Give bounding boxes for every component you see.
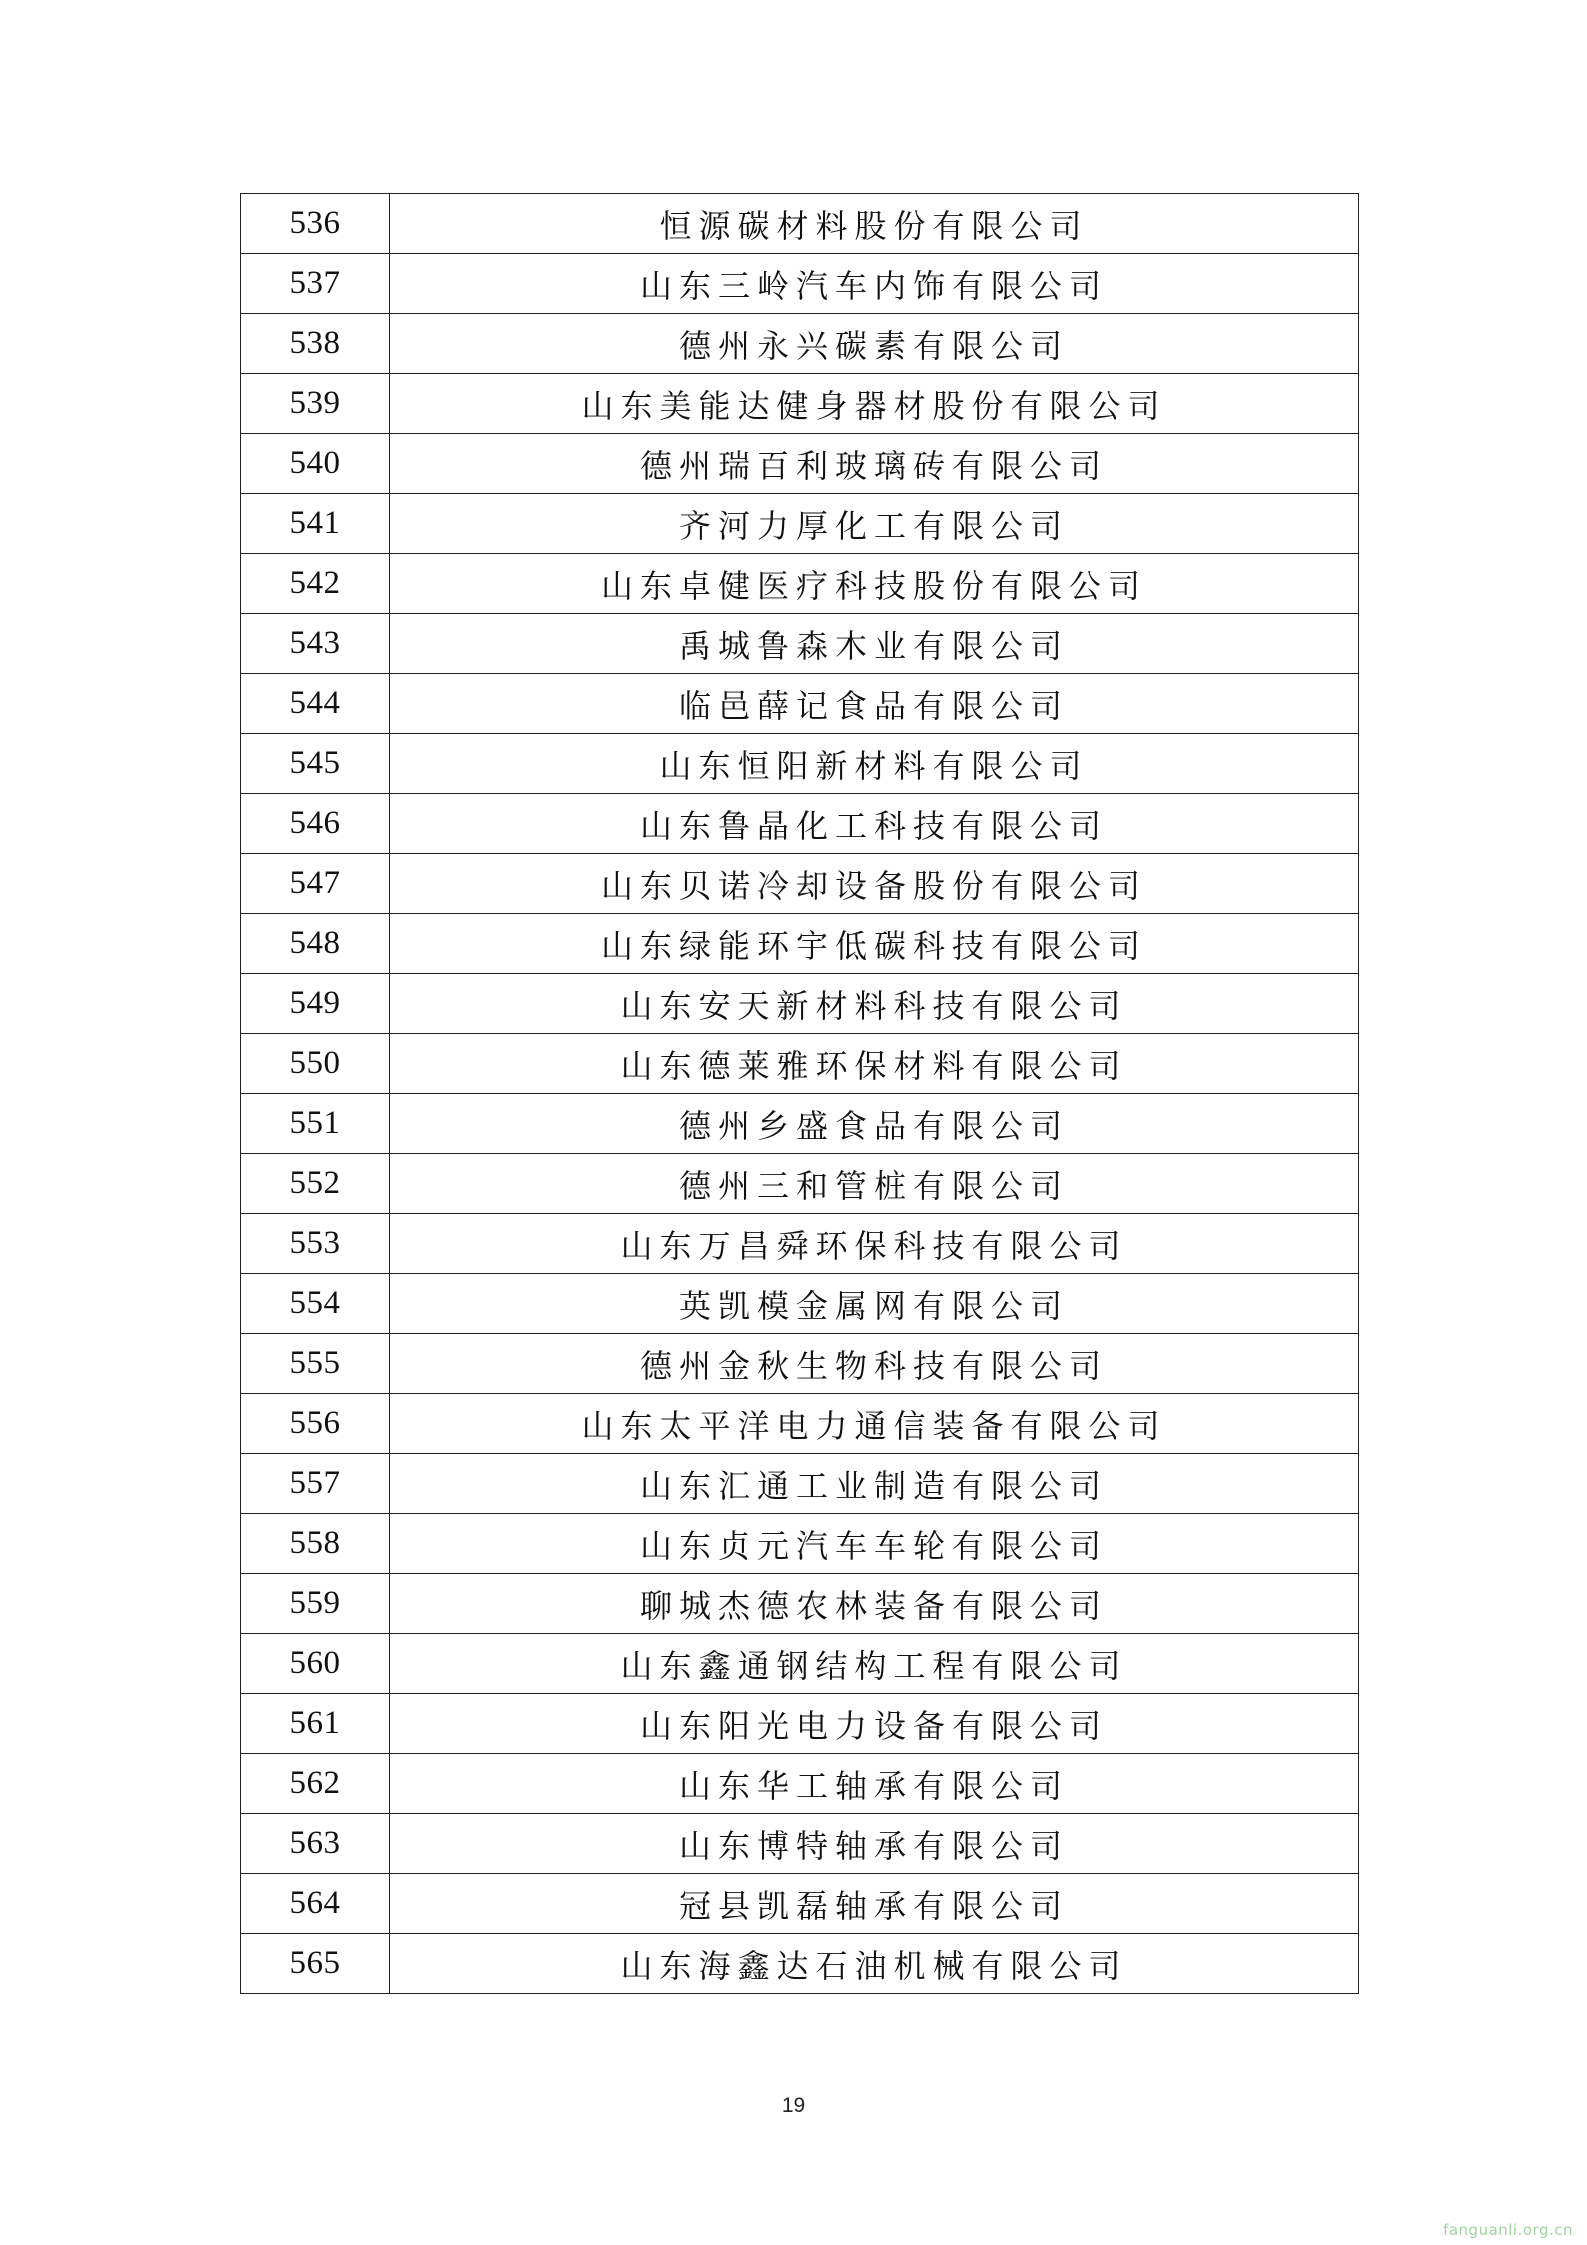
row-number-cell: 562 <box>241 1754 390 1814</box>
row-number-cell: 548 <box>241 914 390 974</box>
row-number-cell: 536 <box>241 194 390 254</box>
row-number-cell: 554 <box>241 1274 390 1334</box>
table-row <box>241 914 1359 974</box>
table-row <box>241 614 1359 674</box>
row-number-cell: 552 <box>241 1154 390 1214</box>
company-name-cell: 德州瑞百利玻璃砖有限公司 <box>390 434 1359 494</box>
row-number-cell: 537 <box>241 254 390 314</box>
company-name-cell: 德州金秋生物科技有限公司 <box>390 1334 1359 1394</box>
company-name-cell: 山东博特轴承有限公司 <box>390 1814 1359 1874</box>
company-name-cell: 山东万昌舜环保科技有限公司 <box>390 1214 1359 1274</box>
table-row <box>241 374 1359 434</box>
table-row <box>241 734 1359 794</box>
table-row <box>241 794 1359 854</box>
row-number-cell: 549 <box>241 974 390 1034</box>
table-row <box>241 1394 1359 1454</box>
company-name-cell: 山东太平洋电力通信装备有限公司 <box>390 1394 1359 1454</box>
table-row <box>241 1574 1359 1634</box>
page-number: 19 <box>781 2094 806 2117</box>
table-body <box>241 194 1359 1994</box>
table-row <box>241 1814 1359 1874</box>
company-name-cell: 禹城鲁森木业有限公司 <box>390 614 1359 674</box>
table-row <box>241 194 1359 254</box>
company-name-cell: 山东鲁晶化工科技有限公司 <box>390 794 1359 854</box>
row-number-cell: 565 <box>241 1934 390 1994</box>
company-name-cell: 德州乡盛食品有限公司 <box>390 1094 1359 1154</box>
company-name-cell: 山东德莱雅环保材料有限公司 <box>390 1034 1359 1094</box>
company-name-cell: 山东贝诺冷却设备股份有限公司 <box>390 854 1359 914</box>
company-name-cell: 德州永兴碳素有限公司 <box>390 314 1359 374</box>
table-row <box>241 1334 1359 1394</box>
row-number-cell: 551 <box>241 1094 390 1154</box>
company-list-table <box>240 193 1359 1994</box>
row-number-cell: 563 <box>241 1814 390 1874</box>
row-number-cell: 560 <box>241 1634 390 1694</box>
table-row <box>241 1934 1359 1994</box>
company-name-cell: 山东贞元汽车车轮有限公司 <box>390 1514 1359 1574</box>
row-number-cell: 541 <box>241 494 390 554</box>
table-row <box>241 854 1359 914</box>
table-row <box>241 1694 1359 1754</box>
company-name-cell: 齐河力厚化工有限公司 <box>390 494 1359 554</box>
company-name-cell: 山东美能达健身器材股份有限公司 <box>390 374 1359 434</box>
company-name-cell: 山东恒阳新材料有限公司 <box>390 734 1359 794</box>
table-row <box>241 1034 1359 1094</box>
table-row <box>241 974 1359 1034</box>
row-number-cell: 556 <box>241 1394 390 1454</box>
company-name-cell: 山东三岭汽车内饰有限公司 <box>390 254 1359 314</box>
table-row <box>241 314 1359 374</box>
company-name-cell: 德州三和管桩有限公司 <box>390 1154 1359 1214</box>
table-row <box>241 1154 1359 1214</box>
row-number-cell: 539 <box>241 374 390 434</box>
row-number-cell: 561 <box>241 1694 390 1754</box>
row-number-cell: 559 <box>241 1574 390 1634</box>
company-name-cell: 山东阳光电力设备有限公司 <box>390 1694 1359 1754</box>
row-number-cell: 555 <box>241 1334 390 1394</box>
table-row <box>241 1634 1359 1694</box>
table-row <box>241 254 1359 314</box>
row-number-cell: 553 <box>241 1214 390 1274</box>
row-number-cell: 550 <box>241 1034 390 1094</box>
table-row <box>241 434 1359 494</box>
table-row <box>241 1874 1359 1934</box>
table-row <box>241 1214 1359 1274</box>
table-row <box>241 494 1359 554</box>
table-row <box>241 1094 1359 1154</box>
table-row <box>241 1754 1359 1814</box>
row-number-cell: 546 <box>241 794 390 854</box>
table-row <box>241 554 1359 614</box>
company-name-cell: 山东绿能环宇低碳科技有限公司 <box>390 914 1359 974</box>
company-name-cell: 恒源碳材料股份有限公司 <box>390 194 1359 254</box>
row-number-cell: 564 <box>241 1874 390 1934</box>
row-number-cell: 558 <box>241 1514 390 1574</box>
company-name-cell: 聊城杰德农林装备有限公司 <box>390 1574 1359 1634</box>
row-number-cell: 545 <box>241 734 390 794</box>
row-number-cell: 540 <box>241 434 390 494</box>
company-name-cell: 冠县凯磊轴承有限公司 <box>390 1874 1359 1934</box>
company-name-cell: 山东华工轴承有限公司 <box>390 1754 1359 1814</box>
company-name-cell: 临邑薛记食品有限公司 <box>390 674 1359 734</box>
table-row <box>241 1454 1359 1514</box>
company-name-cell: 山东鑫通钢结构工程有限公司 <box>390 1634 1359 1694</box>
table-row <box>241 1514 1359 1574</box>
company-name-cell: 英凯模金属网有限公司 <box>390 1274 1359 1334</box>
row-number-cell: 543 <box>241 614 390 674</box>
table-row <box>241 674 1359 734</box>
row-number-cell: 538 <box>241 314 390 374</box>
company-name-cell: 山东安天新材料科技有限公司 <box>390 974 1359 1034</box>
company-name-cell: 山东汇通工业制造有限公司 <box>390 1454 1359 1514</box>
row-number-cell: 547 <box>241 854 390 914</box>
row-number-cell: 544 <box>241 674 390 734</box>
table-row <box>241 1274 1359 1334</box>
company-name-cell: 山东卓健医疗科技股份有限公司 <box>390 554 1359 614</box>
row-number-cell: 557 <box>241 1454 390 1514</box>
row-number-cell: 542 <box>241 554 390 614</box>
company-name-cell: 山东海鑫达石油机械有限公司 <box>390 1934 1359 1994</box>
watermark-text: fanguanli.org.cn <box>1443 2221 1573 2239</box>
